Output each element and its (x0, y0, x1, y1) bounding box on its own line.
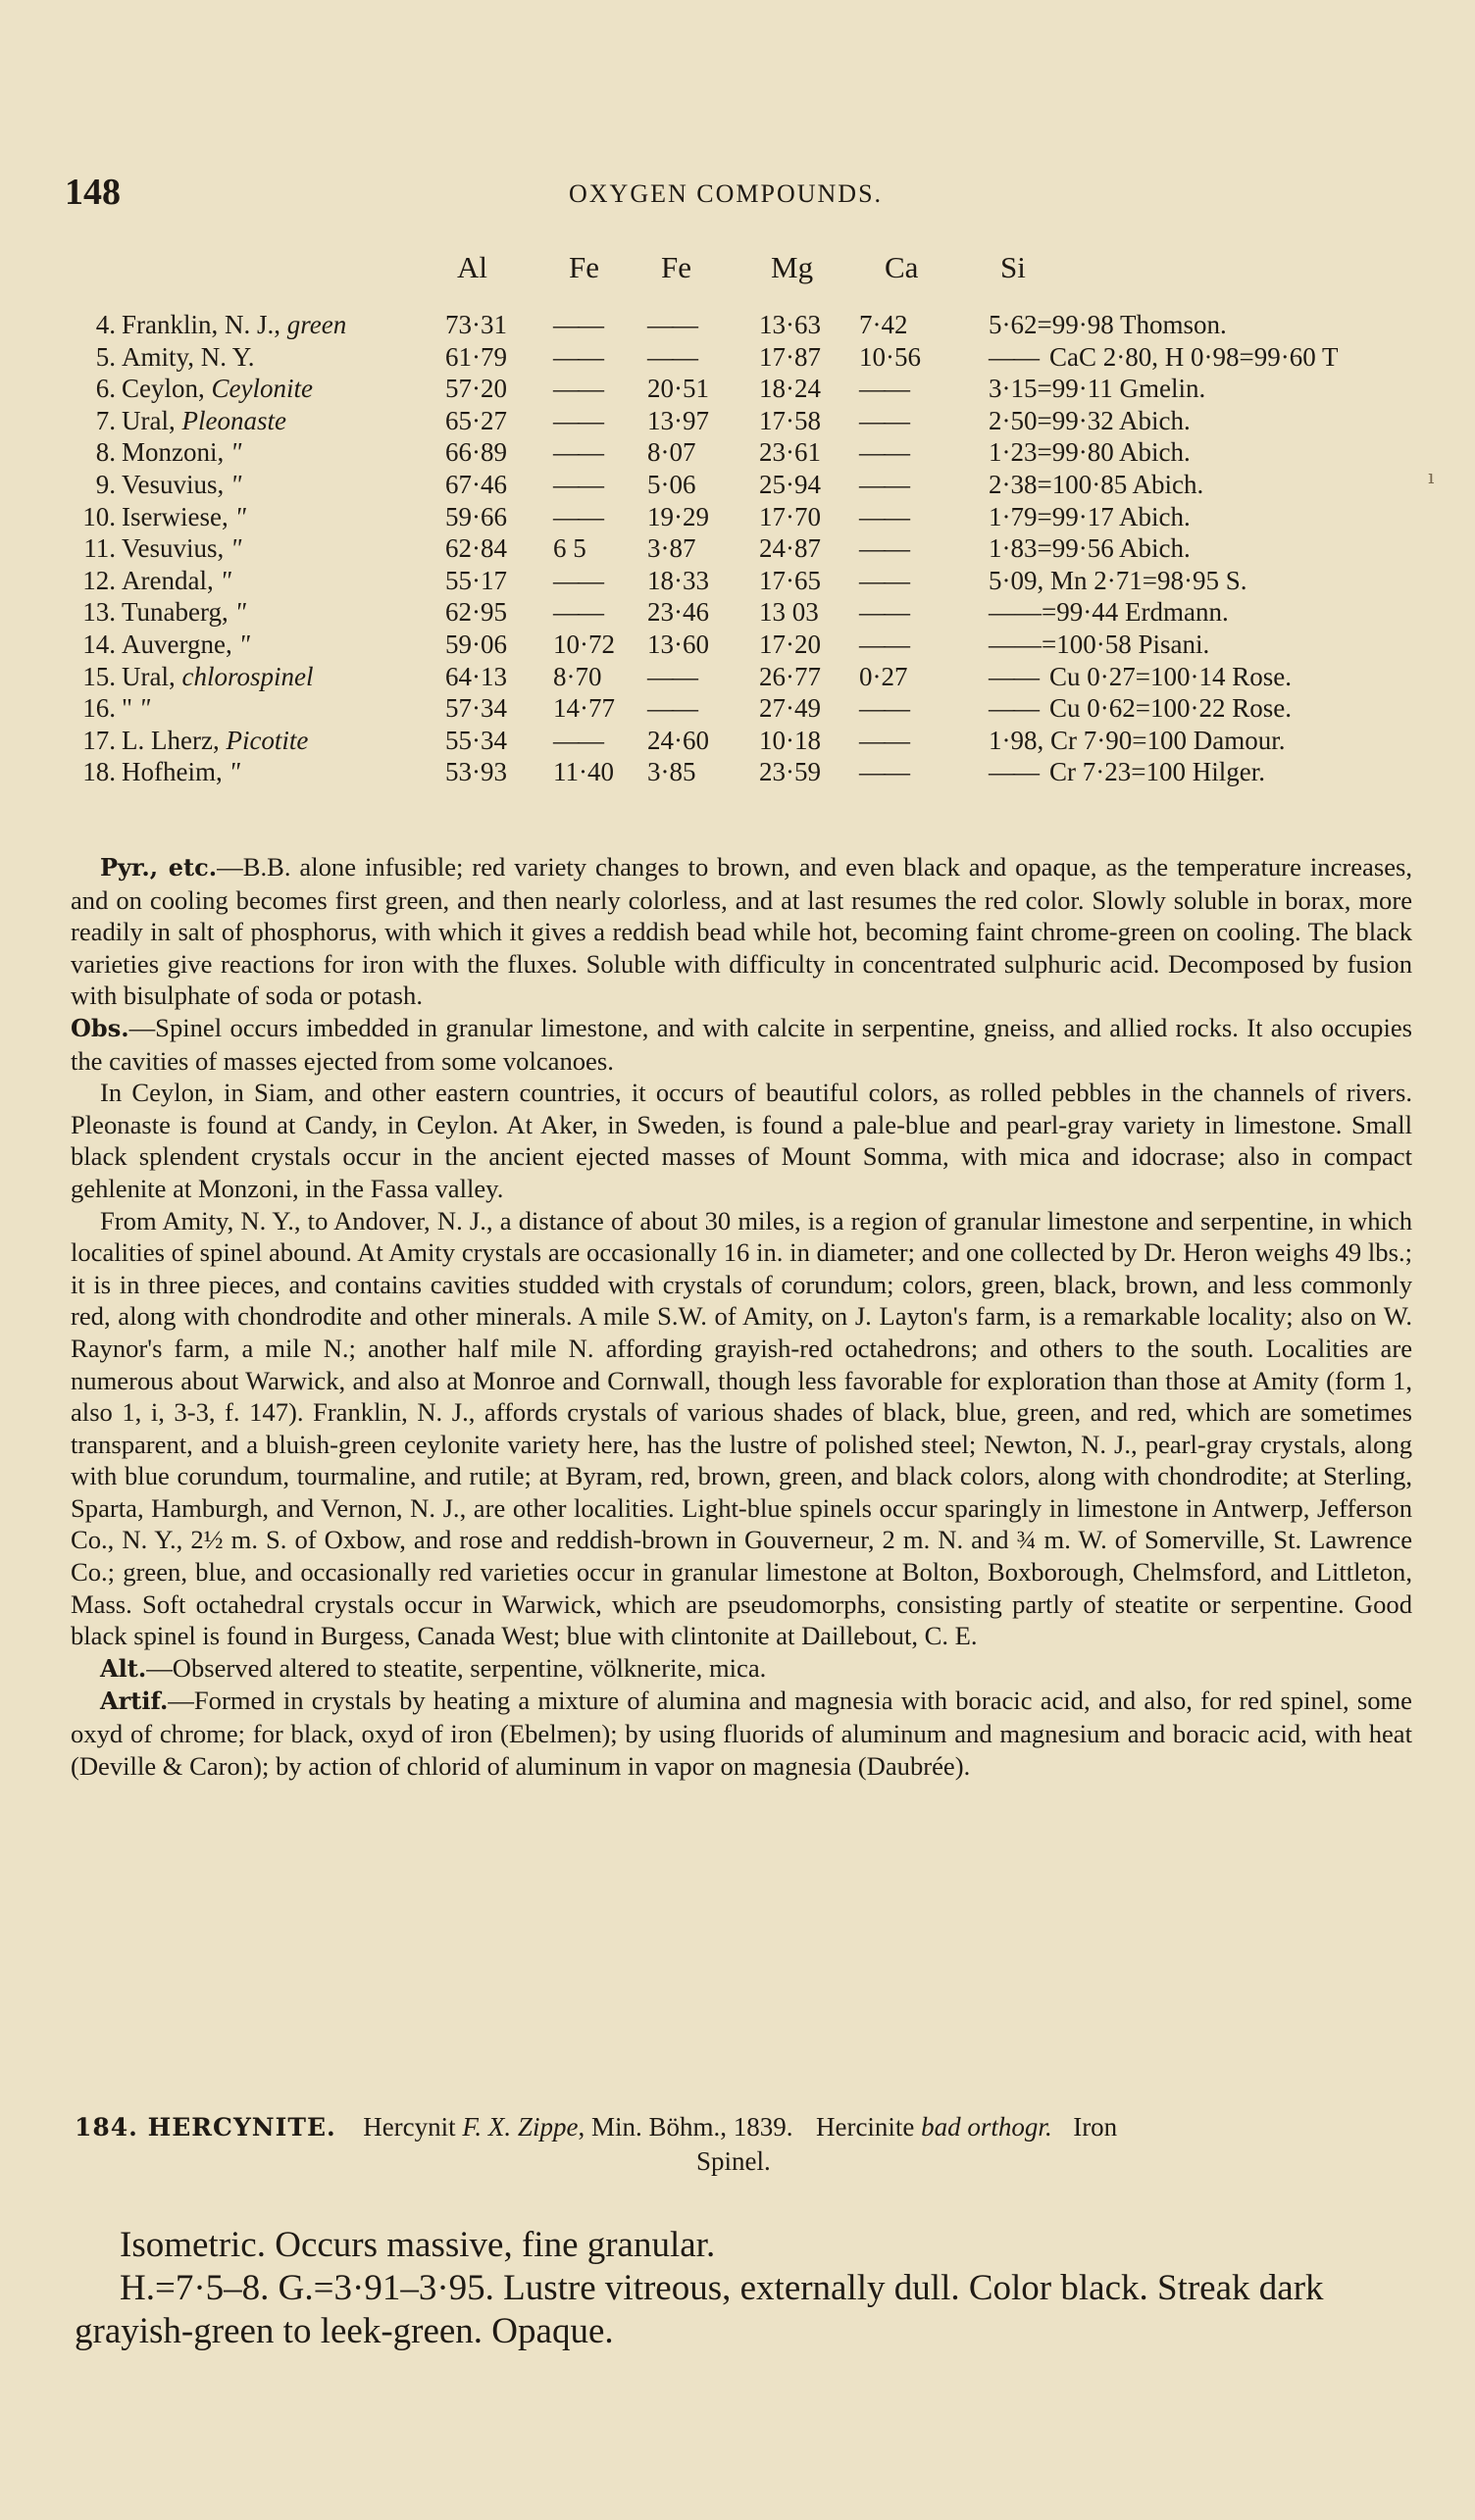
hercinite-synonym: Hercinite (815, 2112, 915, 2142)
variety-name: " (234, 597, 246, 628)
si-total: 5·62=99·98 Thomson. (989, 310, 1227, 339)
table-row (0, 533, 1475, 565)
ceylon-paragraph: In Ceylon, in Siam, and other eastern countries, it occurs of beautiful colors, as rolled pebbles in the channels of rivers. Pleonaste is found at Candy, in Ceylon. At Aker, in Sweden, is found a pale-blue and pearl-gray variety in limestone. Small black splendent crystals occur in the ancient ejected masses of Mount Somma, with mica and idocrase; also in compact gehlenite at Monzoni, in the Fassa valley. (71, 1078, 1412, 1203)
fe-value: 19·29 (647, 501, 709, 531)
variety-name: " (220, 565, 231, 595)
locality-name: Tunaberg, (122, 597, 229, 628)
al-value: 62·95 (445, 597, 507, 628)
pyr-lead: Pyr., etc. (100, 853, 218, 882)
variety-name: green (286, 310, 347, 339)
si-total: 3·15=99·11 Gmelin. (989, 374, 1206, 404)
row-number: 18. (82, 757, 116, 787)
mg-value: 17·20 (759, 630, 821, 659)
table-row (0, 726, 1475, 757)
variety-name: chlorospinel (181, 661, 314, 691)
mg-value: 10·18 (759, 725, 821, 755)
fe-sesqui-value: —— (553, 374, 602, 404)
artif-text: —Formed in crystals by heating a mixture of alumina and magnesia with boracic acid, and also, for red spinel, some oxyd of chrome; for black, oxyd of iron (Ebelmen); by using fluorids of aluminum and magnesium and boracic acid, with heat (Deville & Caron); by action of chlorid of aluminum in vapor on magnesia (Daubrée). (71, 1686, 1412, 1781)
variety-name: Pleonaste (181, 405, 286, 435)
table-row (0, 662, 1475, 693)
bad-orthogr-note: bad orthogr. (921, 2112, 1052, 2142)
alt-lead: Alt. (100, 1653, 147, 1683)
locality-name: Ural, (122, 661, 176, 691)
header-ca: Ca (885, 250, 919, 284)
row-number: 12. (82, 565, 116, 595)
ca-value: 7·42 (859, 310, 908, 339)
si-total: 1·23=99·80 Abich. (989, 437, 1191, 468)
mg-value: 26·77 (759, 661, 821, 691)
locality-cell (122, 502, 246, 532)
table-row (0, 597, 1475, 629)
ca-value: —— (859, 405, 908, 435)
si-total: 1·98, Cr 7·90=100 Damour. (989, 725, 1286, 755)
edge-mark: ı (1428, 465, 1435, 488)
locality-cell (122, 374, 313, 404)
table-row (0, 693, 1475, 725)
locality-name: Vesuvius, (122, 533, 225, 564)
locality-name: L. Lherz, (122, 725, 220, 755)
locality-name: Vesuvius, (122, 470, 225, 499)
iron-word: Iron (1073, 2112, 1118, 2142)
ca-value: 10·56 (859, 341, 921, 372)
al-value: 67·46 (445, 470, 507, 499)
alt-text: —Observed altered to steatite, serpentine, völknerite, mica. (146, 1652, 767, 1683)
header-fe-sesqui: Fe (569, 250, 599, 284)
ca-value: —— (859, 374, 908, 404)
fe-value: 5·06 (647, 470, 696, 499)
al-value: 59·66 (445, 501, 507, 531)
mg-value: 25·94 (759, 470, 821, 499)
locality-cell (122, 342, 255, 373)
al-value: 55·17 (445, 565, 507, 595)
al-value: 62·84 (445, 533, 507, 564)
header-al: Al (457, 250, 487, 284)
row-number: 15. (82, 661, 116, 691)
al-value: 61·79 (445, 341, 507, 372)
fe-value: 24·60 (647, 725, 709, 755)
fe-sesqui-value: —— (553, 597, 602, 628)
ca-value: —— (859, 597, 908, 628)
row-number: 16. (82, 693, 116, 724)
physical-properties: H.=7·5–8. G.=3·91–3·95. Lustre vitreous, externally dull. Color black. Streak dark grayish-green to leek-green. Opaque. (75, 2268, 1324, 2351)
ca-value: —— (859, 630, 908, 659)
spinel-word: Spinel. (696, 2146, 771, 2176)
remainder-total: Cu 0·27=100·14 Rose. (1049, 661, 1292, 691)
locality-cell (122, 726, 308, 756)
row-number: 9. (95, 470, 116, 499)
variety-name: " (230, 470, 242, 499)
obs-lead: Obs. (71, 1013, 129, 1042)
row-number: 13. (82, 597, 116, 628)
fe-value: 3·87 (647, 533, 696, 564)
fe-value: 3·85 (647, 757, 696, 787)
header-si: Si (1000, 250, 1026, 284)
mg-value: 24·87 (759, 533, 821, 564)
fe-sesqui-value: —— (553, 437, 602, 468)
variety-name: " (234, 501, 246, 531)
hercynite-synonym: Hercynit (363, 2112, 456, 2142)
si-total: ——=100·58 Pisani. (989, 630, 1210, 659)
row-number: 4. (95, 310, 116, 339)
fe-value: —— (647, 310, 696, 339)
table-row (0, 470, 1475, 501)
remainder-total: CaC 2·80, H 0·98=99·60 T (1049, 341, 1339, 372)
locality-cell (122, 406, 286, 436)
fe-sesqui-value: —— (553, 725, 602, 755)
locality-name: Monzoni, (122, 437, 225, 468)
locality-cell (122, 533, 241, 564)
al-value: 66·89 (445, 437, 507, 468)
si-total: 1·79=99·17 Abich. (989, 501, 1191, 531)
remainder-total: Cu 0·62=100·22 Rose. (1049, 693, 1292, 724)
al-value: 55·34 (445, 725, 507, 755)
hercynite-citation: , Min. Böhm., 1839. (578, 2112, 793, 2142)
fe-value: —— (647, 661, 696, 691)
si-total: ——=99·44 Erdmann. (989, 597, 1229, 628)
analyses-table (0, 0, 1475, 804)
fe-sesqui-value: —— (553, 341, 602, 372)
locality-cell (122, 470, 241, 500)
si-total: —— (989, 757, 1038, 787)
fe-sesqui-value: 6 5 (553, 533, 586, 564)
ca-value: —— (859, 437, 908, 468)
mg-value: 23·59 (759, 757, 821, 787)
fe-sesqui-value: —— (553, 565, 602, 595)
locality-name: Iserwiese, (122, 501, 229, 531)
fe-value: 8·07 (647, 437, 696, 468)
mg-value: 17·58 (759, 405, 821, 435)
locality-cell (122, 662, 313, 692)
row-number: 10. (82, 501, 116, 531)
row-number: 17. (82, 725, 116, 755)
table-row (0, 566, 1475, 597)
al-value: 57·20 (445, 374, 507, 404)
variety-name: " (230, 533, 242, 564)
si-total: —— (989, 341, 1038, 372)
row-number: 6. (95, 374, 116, 404)
table-row (0, 342, 1475, 374)
ca-value: —— (859, 533, 908, 564)
variety-name: " (238, 630, 250, 659)
al-value: 65·27 (445, 405, 507, 435)
locality-cell (122, 566, 231, 596)
fe-value: 23·46 (647, 597, 709, 628)
si-total: 2·50=99·32 Abich. (989, 405, 1191, 435)
artif-lead: Artif. (100, 1687, 169, 1716)
fe-value: —— (647, 693, 696, 724)
al-value: 53·93 (445, 757, 507, 787)
fe-value: 18·33 (647, 565, 709, 595)
description-text (71, 851, 1412, 1782)
fe-sesqui-value: —— (553, 501, 602, 531)
ca-value: —— (859, 757, 908, 787)
hercynite-author: F. X. Zippe (462, 2112, 579, 2142)
ca-value: —— (859, 470, 908, 499)
mg-value: 17·87 (759, 341, 821, 372)
locality-cell (122, 693, 150, 724)
si-total: 1·83=99·56 Abich. (989, 533, 1191, 564)
locality-cell (122, 597, 246, 628)
row-number: 7. (95, 405, 116, 435)
mg-value: 23·61 (759, 437, 821, 468)
row-number: 14. (82, 630, 116, 659)
fe-sesqui-value: —— (553, 405, 602, 435)
header-mg: Mg (771, 250, 814, 284)
si-total: 5·09, Mn 2·71=98·95 S. (989, 565, 1247, 595)
si-total: 2·38=100·85 Abich. (989, 470, 1204, 499)
al-value: 64·13 (445, 661, 507, 691)
page-number: 148 (65, 172, 121, 213)
fe-sesqui-value: 10·72 (553, 630, 615, 659)
table-row (0, 502, 1475, 533)
locality-name: Amity, N. Y. (122, 341, 255, 372)
locality-name: Franklin, N. J., (122, 310, 280, 339)
ca-value: 0·27 (859, 661, 908, 691)
locality-name: Hofheim, (122, 757, 223, 787)
header-fe: Fe (661, 250, 691, 284)
si-total: —— (989, 661, 1038, 691)
variety-name: " (138, 693, 151, 724)
table-row (0, 630, 1475, 661)
variety-name: Ceylonite (211, 374, 313, 404)
fe-sesqui-value: 14·77 (553, 693, 615, 724)
locality-cell (122, 437, 241, 468)
al-value: 59·06 (445, 630, 507, 659)
hercynite-section-heading (75, 2110, 1418, 2178)
row-number: 11. (83, 533, 116, 564)
mg-value: 13 03 (759, 597, 819, 628)
fe-sesqui-value: —— (553, 470, 602, 499)
fe-value: 20·51 (647, 374, 709, 404)
variety-name: " (229, 757, 240, 787)
locality-name: Arendal, (122, 565, 214, 595)
hercynite-description (75, 2224, 1418, 2353)
fe-value: 13·60 (647, 630, 709, 659)
locality-name: " (122, 693, 133, 724)
ca-value: —— (859, 725, 908, 755)
mg-value: 13·63 (759, 310, 821, 339)
table-row (0, 310, 1475, 341)
mg-value: 17·65 (759, 565, 821, 595)
fe-value: 13·97 (647, 405, 709, 435)
ca-value: —— (859, 565, 908, 595)
remainder-total: Cr 7·23=100 Hilger. (1049, 757, 1265, 787)
ca-value: —— (859, 501, 908, 531)
locality-name: Ceylon, (122, 374, 205, 404)
mg-value: 27·49 (759, 693, 821, 724)
table-row (0, 437, 1475, 469)
row-number: 8. (95, 437, 116, 468)
fe-sesqui-value: 11·40 (553, 757, 614, 787)
mg-value: 17·70 (759, 501, 821, 531)
fe-value: —— (647, 341, 696, 372)
table-row (0, 374, 1475, 405)
amity-paragraph: From Amity, N. Y., to Andover, N. J., a distance of about 30 miles, is a region of granular limestone and serpentine, in which localities of spinel abound. At Amity crystals are occasionally 16 in. in diameter; and one collected by Dr. Heron weighs 49 lbs.; it is in three pieces, and contains cavities studded with crystals of corundum; colors, green, black, brown, and less commonly red, along with chondrodite and other minerals. A mile S.W. of Amity, on J. Layton's farm, is a remarkable locality; also on W. Raynor's farm, a mile N.; another half mile N. affording grayish-red octahedrons; and others to the south. Localities are numerous about Warwick, and also at Monroe and Cornwall, though less favorable for exploration than those at Amity (form 1, also 1, i, 3-3, f. 147). Franklin, N. J., affords crystals of various shades of black, blue, green, and red, which are sometimes transparent, and a bluish-green ceylonite variety here, has the lustre of polished steel; Newton, N. J., pearl-gray crystals, along with blue corundum, tourmaline, and rutile; at Byram, red, brown, green, and black colors, along with chondrodite; at Sterling, Sparta, Hamburgh, and Vernon, N. J., are other localities. Light-blue spinels occur sparingly in limestone in Antwerp, Jefferson Co., N. Y., 2½ m. S. of Oxbow, and rose and reddish-brown in Gouverneur, 2 m. N. and ¾ m. W. of Somerville, St. Lawrence Co.; green, blue, and occasionally red varieties occur in granular limestone at Bolton, Boxborough, Chelmsford, and Littleton, Mass. Soft octahedral crystals occur in Warwick, which are pseudomorphs, consisting partly of steatite or serpentine. Good black spinel is found in Burgess, Canada West; blue with clintonite at Daillebout, C. E. (71, 1205, 1412, 1651)
variety-name: Picotite (226, 725, 309, 755)
row-number: 5. (95, 341, 116, 372)
table-row (0, 757, 1475, 788)
mg-value: 18·24 (759, 374, 821, 404)
fe-sesqui-value: 8·70 (553, 661, 602, 691)
locality-name: Auvergne, (122, 630, 232, 659)
locality-name: Ural, (122, 405, 176, 435)
running-head: OXYGEN COMPOUNDS. (569, 179, 884, 208)
variety-name: " (230, 437, 242, 468)
pyr-text: —B.B. alone infusible; red variety changes to brown, and even black and opaque, as the temperature increases, and on cooling becomes first green, and then nearly colorless, and at last resumes the red color. Slowly soluble in borax, more readily in salt of phosphorus, with which it gives a reddish bead while hot, becoming faint chrome-green on cooling. The black varieties give reactions for iron with the fluxes. Soluble with difficulty in concentrated sulphuric acid. Decomposed by fusion with bisulphate of soda or potash. (71, 852, 1412, 1011)
al-value: 57·34 (445, 693, 507, 724)
ca-value: —— (859, 693, 908, 724)
al-value: 73·31 (445, 310, 507, 339)
si-total: —— (989, 693, 1038, 724)
locality-cell (122, 310, 346, 340)
locality-cell (122, 757, 240, 787)
hercynite-heading: 184. HERCYNITE. (75, 2113, 336, 2142)
obs-text: —Spinel occurs imbedded in granular limestone, and with calcite in serpentine, gneiss, and allied rocks. It also occupies the cavities of masses ejected from some volcanoes. (71, 1012, 1412, 1076)
fe-sesqui-value: —— (553, 310, 602, 339)
locality-cell (122, 630, 250, 660)
table-row (0, 406, 1475, 437)
crystal-system-line: Isometric. Occurs massive, fine granular. (120, 2225, 716, 2265)
